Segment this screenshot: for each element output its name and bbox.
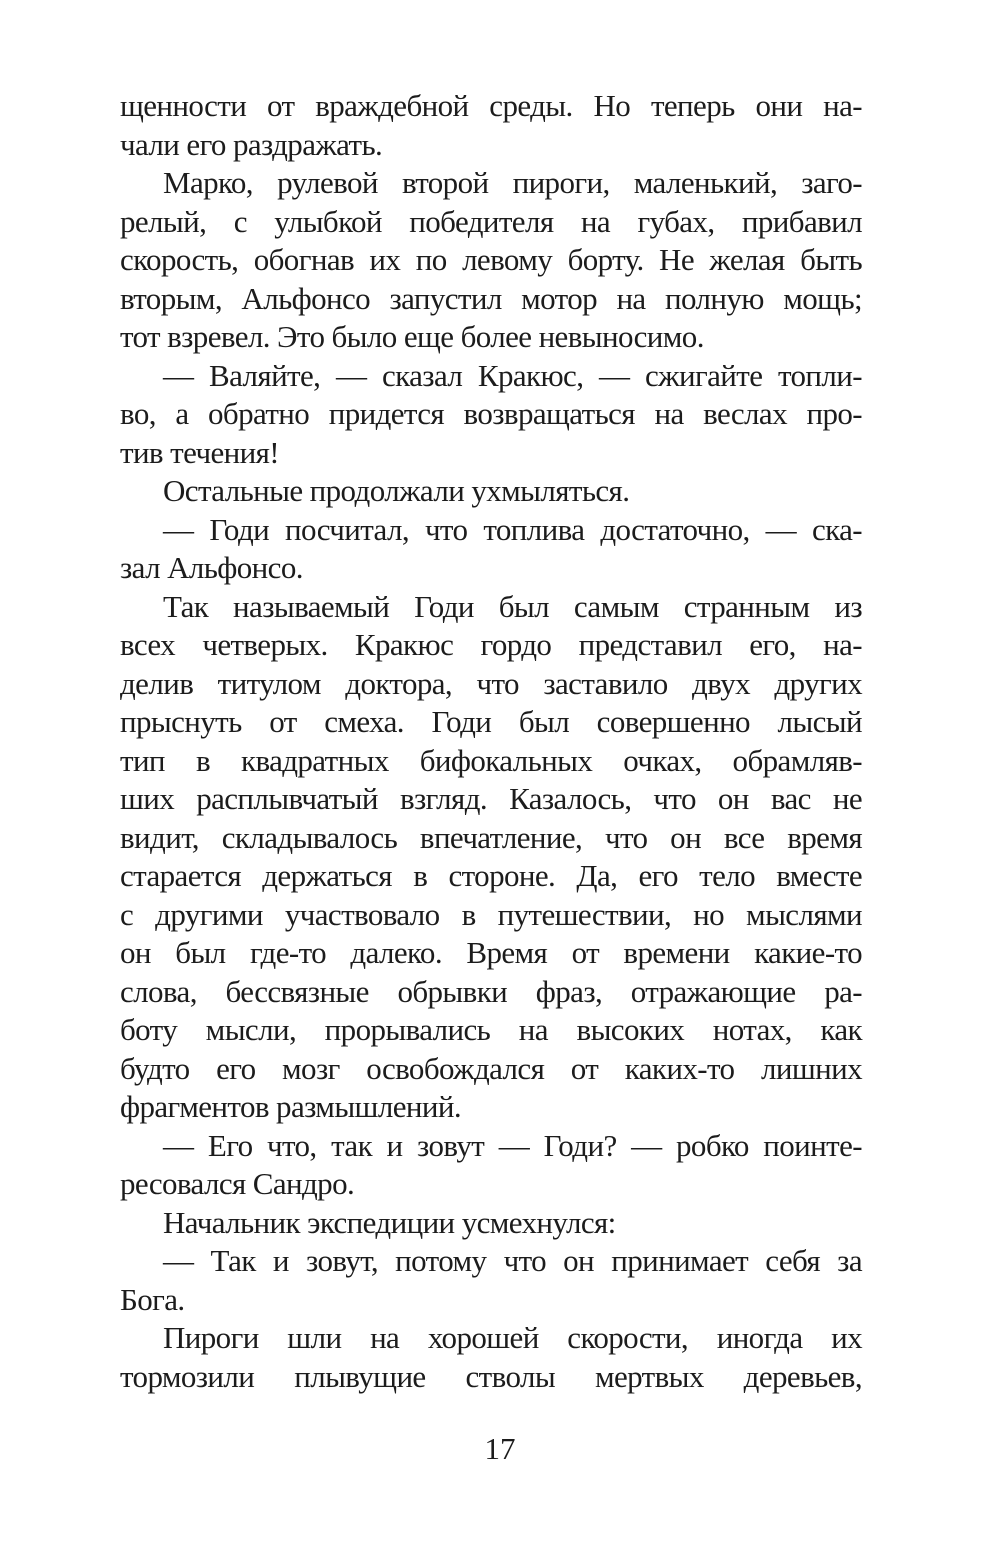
text-line: тормозили плывущие стволы мертвых деревьев, — [120, 1358, 862, 1394]
text-line: — Его что, так и зовут — Годи? — робко поинте- — [163, 1127, 862, 1163]
text-line: Начальник экспедиции усмехнулся: — [163, 1204, 616, 1240]
text-line: прыснуть от смеха. Годи был совершенно лысый — [120, 704, 862, 739]
body-text — [120, 87, 862, 1396]
text-line: Марко, рулевой второй пироги, маленький, заго- — [163, 165, 862, 200]
text-line: скорость, обогнав их по левому борту. Не желая быть — [120, 242, 862, 277]
text-line: ших расплывчатый взгляд. Казалось, что он вас не — [120, 781, 862, 816]
text-line: тот взревел. Это было еще более невыносимо. — [120, 319, 704, 354]
text-line: зал Альфонсо. — [120, 550, 303, 585]
text-line: с другими участвовало в путешествии, но мыслями — [120, 896, 862, 932]
text-line: всех четверых. Кракюс гордо представил его, на- — [120, 627, 862, 662]
text-line: Бога. — [120, 1281, 185, 1317]
text-line: Остальные продолжали ухмыляться. — [163, 473, 630, 508]
page-number: 17 — [484, 1431, 516, 1466]
text-line: тив течения! — [120, 434, 279, 470]
text-line: — Валяйте, — сказал Кракюс, — сжигайте топли- — [163, 357, 862, 393]
text-line: он был где-то далеко. Время от времени какие-то — [120, 935, 862, 970]
text-line: Пироги шли на хорошей скорости, иногда их — [163, 1320, 862, 1355]
text-line: фрагментов размышлений. — [120, 1089, 461, 1124]
text-line: будто его мозг освобождался от каких-то лишних — [120, 1050, 862, 1086]
text-line: вторым, Альфонсо запустил мотор на полную мощь; — [120, 280, 862, 316]
text-line: релый, с улыбкой победителя на губах, прибавил — [120, 203, 862, 239]
text-line: во, а обратно придется возвращаться на веслах про- — [120, 396, 862, 431]
text-line: щенности от враждебной среды. Но теперь они на- — [120, 88, 862, 123]
text-line: чали его раздражать. — [120, 126, 383, 162]
text-line: — Годи посчитал, что топлива достаточно, — ска- — [163, 511, 862, 547]
text-line: — Так и зовут, потому что он принимает себя за — [163, 1243, 862, 1278]
text-line: ресовался Сандро. — [120, 1166, 355, 1201]
text-line: тип в квадратных бифокальных очках, обрамляв- — [120, 742, 862, 778]
text-line: боту мысли, прорывались на высоких нотах, как — [120, 1012, 862, 1047]
text-line: делив титулом доктора, что заставило двух других — [120, 665, 862, 701]
text-line: слова, бессвязные обрывки фраз, отражающие ра- — [120, 973, 862, 1009]
text-line: Так называемый Годи был самым странным из — [163, 588, 862, 624]
text-line: видит, складывалось впечатление, что он все время — [120, 819, 862, 855]
text-line: старается держаться в стороне. Да, его тело вместе — [120, 858, 862, 893]
